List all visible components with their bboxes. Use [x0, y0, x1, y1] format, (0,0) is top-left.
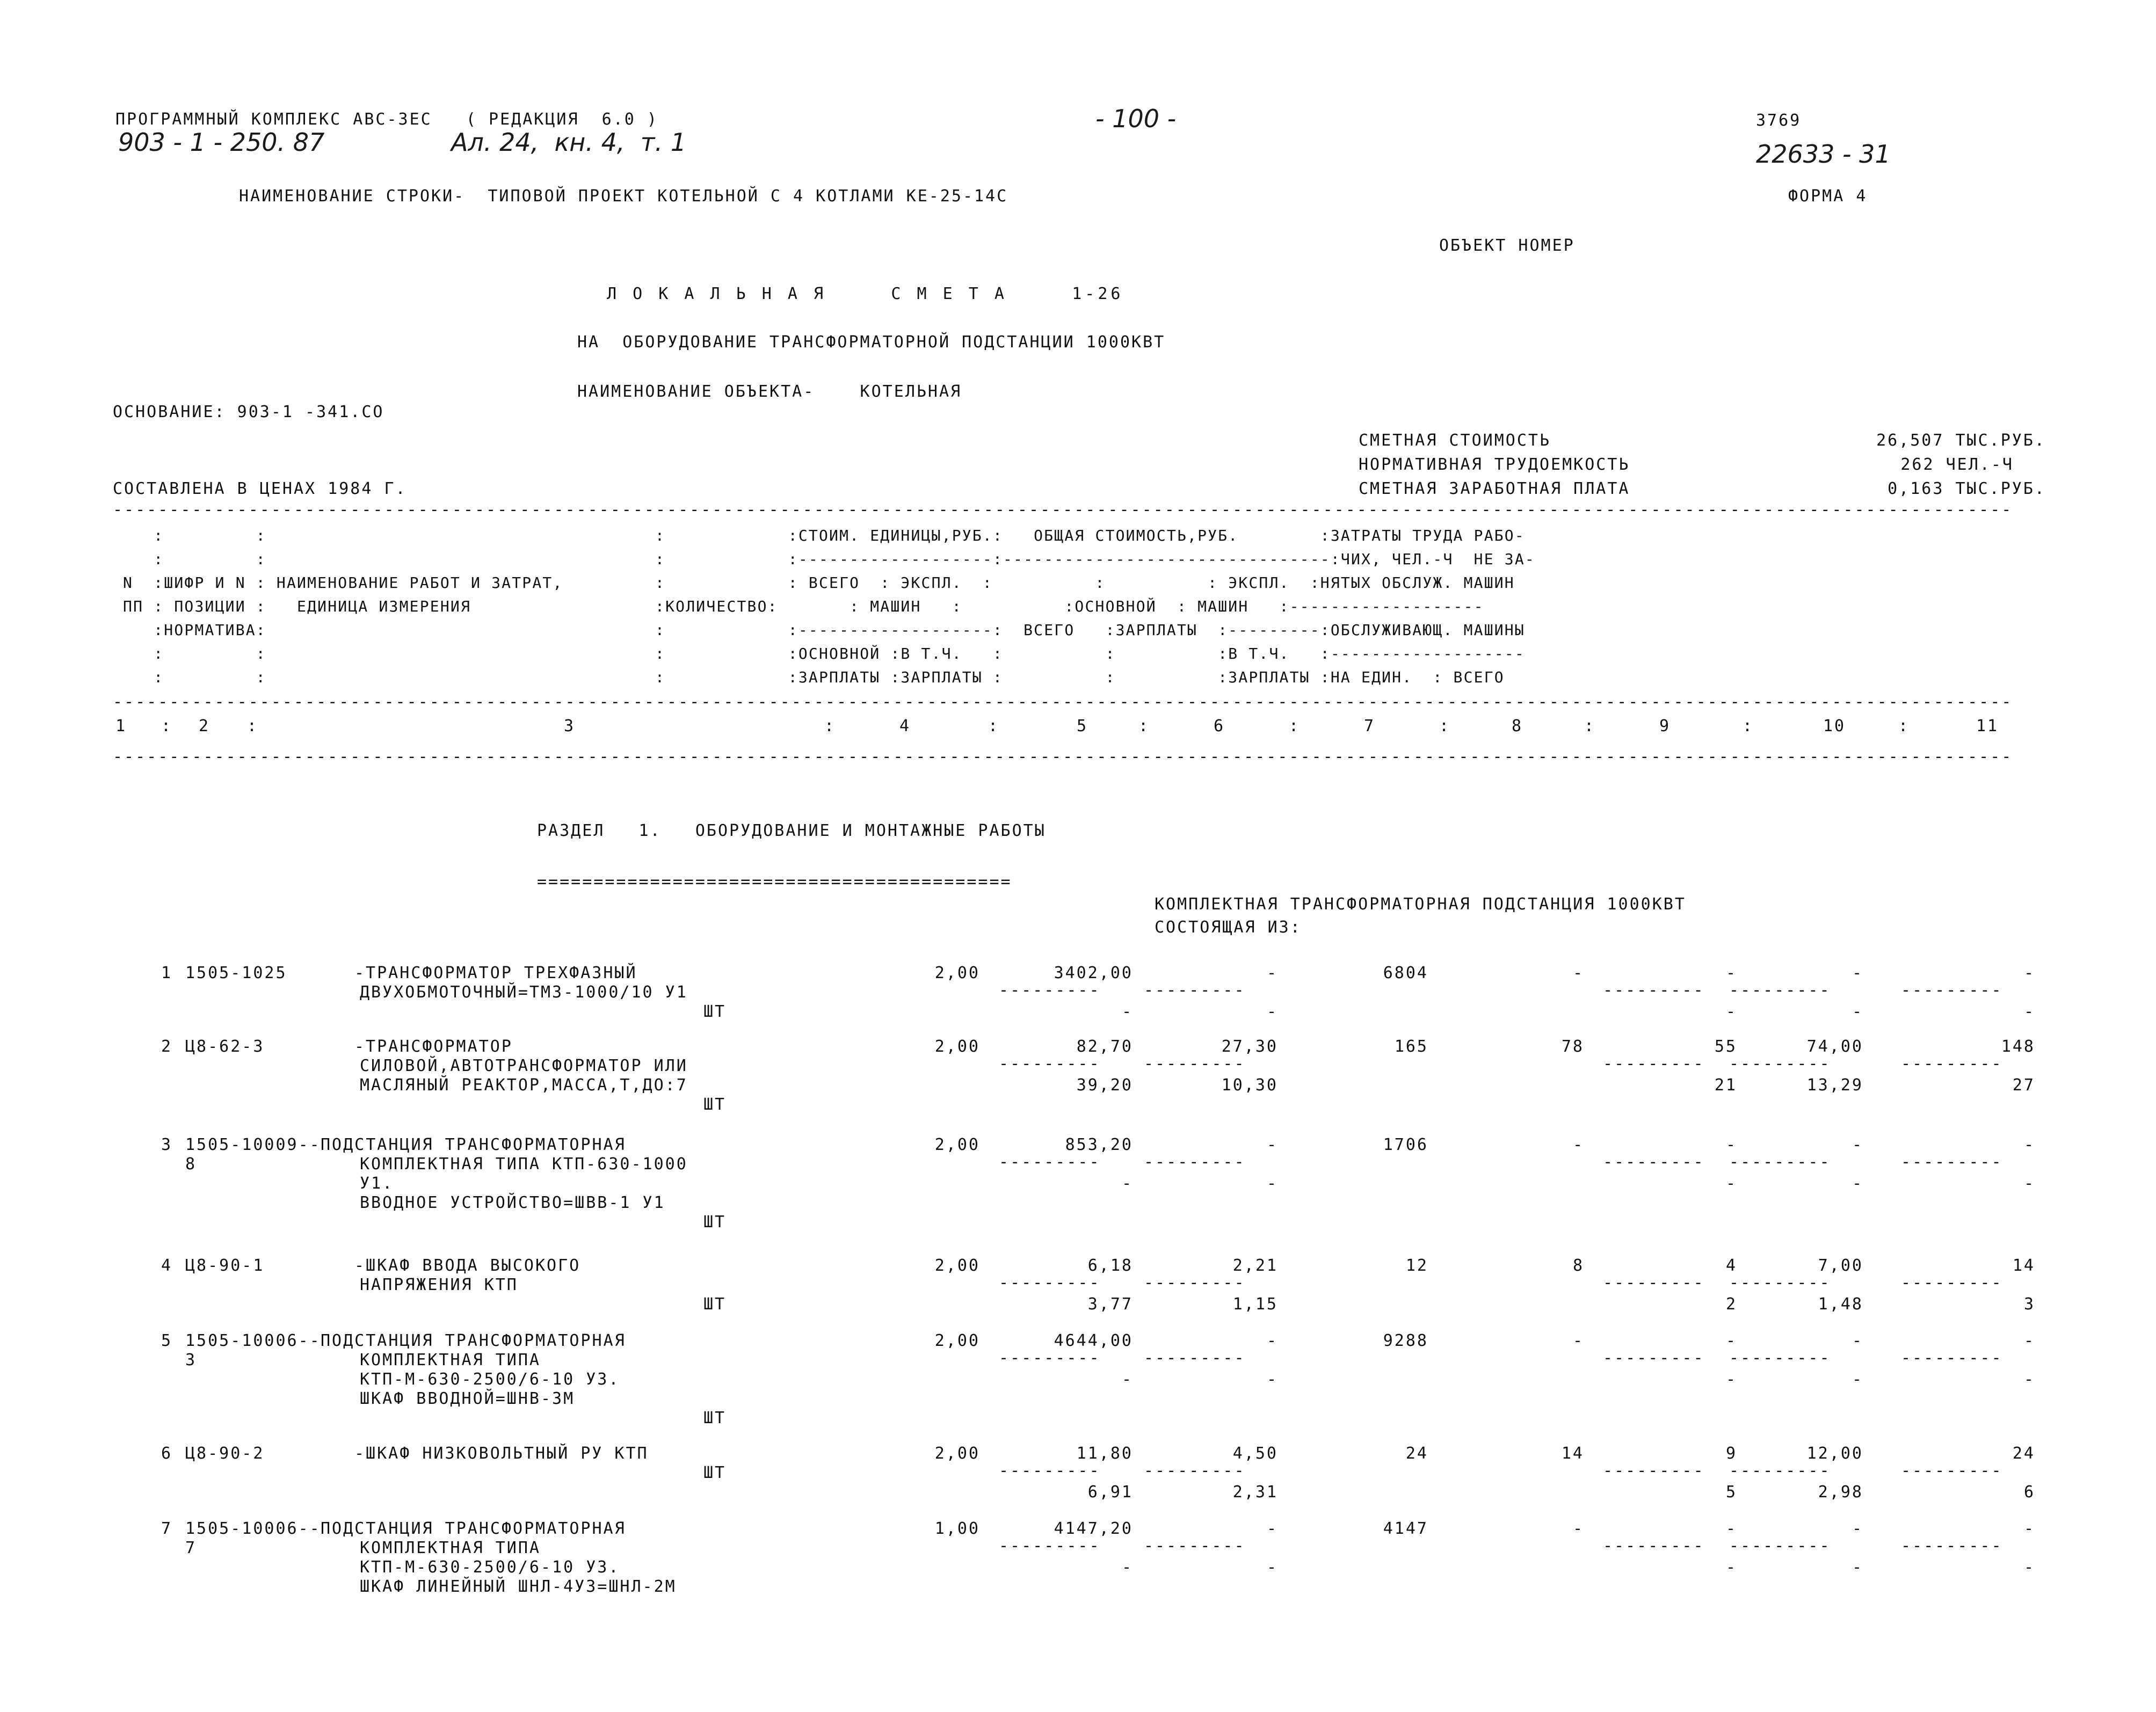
row-machine-wage: 2,31 — [1232, 1483, 1278, 1502]
row-unit: ШТ — [703, 1095, 727, 1114]
row-unit: ШТ — [703, 1295, 727, 1314]
divider: --------- — [1901, 1353, 2003, 1364]
row-name-line: КОМПЛЕКТНАЯ ТИПА — [360, 1351, 541, 1369]
row-name-line: ПОДСТАНЦИЯ ТРАНСФОРМАТОРНАЯ — [321, 1135, 626, 1154]
row-base-wage: 8 — [1572, 1256, 1584, 1275]
row-base-wage: - — [1572, 964, 1584, 982]
table-header-line: : : : :-------------------:--------------------------------:ЧИХ, ЧЕЛ.-Ч НЕ ЗА- — [113, 550, 1535, 568]
row-machine-total: 9 — [1725, 1444, 1737, 1463]
row-machine-total-wage: 2 — [1725, 1295, 1737, 1314]
object-number: ОБЪЕКТ НОМЕР — [1439, 236, 1575, 255]
divider: --------- — [999, 1278, 1101, 1288]
divider: --------- — [1144, 1541, 1246, 1551]
divider: --------- — [1729, 1541, 1831, 1551]
row-machine-total: - — [1725, 1519, 1737, 1538]
row-base-wage: - — [1572, 1135, 1584, 1154]
row-name-line: ШКАФ ЛИНЕЙНЫЙ ШНЛ-4У3=ШНЛ-2М — [360, 1577, 677, 1596]
summary-label: НОРМАТИВНАЯ ТРУДОЕМКОСТЬ — [1359, 455, 1630, 474]
row-code: Ц8-90-2 — [185, 1444, 265, 1463]
row-name-line: ВВОДНОЕ УСТРОЙСТВО=ШВВ-1 У1 — [360, 1193, 665, 1212]
row-labor-total: - — [2023, 1135, 2035, 1154]
divider: --------- — [1901, 985, 2003, 996]
divider: --------- — [999, 1541, 1101, 1551]
divider: --------- — [1603, 1541, 1705, 1551]
row-number: 2 — [161, 1037, 173, 1056]
divider: --------- — [1901, 1059, 2003, 1069]
row-unit-cost: 3402,00 — [1054, 964, 1133, 982]
row-total: 165 — [1394, 1037, 1428, 1056]
row-unit-wage: - — [1121, 1002, 1133, 1021]
row-labor-total-service: - — [2023, 1370, 2035, 1389]
row-name-line: КОМПЛЕКТНАЯ ТИПА — [360, 1539, 541, 1557]
column-number: 5 — [1077, 717, 1088, 735]
row-name-line: ПОДСТАНЦИЯ ТРАНСФОРМАТОРНАЯ — [321, 1331, 626, 1350]
row-name-line: ПОДСТАНЦИЯ ТРАНСФОРМАТОРНАЯ — [321, 1519, 626, 1538]
row-name-line: -ТРАНСФОРМАТОР ТРЕХФАЗНЫЙ — [354, 964, 637, 982]
row-machine-wage: - — [1266, 1174, 1278, 1193]
divider: ------------------------------------------------------------------------------------------------------------------------------------------------------------------------ — [113, 697, 2013, 708]
row-unit-cost: 11,80 — [1076, 1444, 1133, 1463]
row-unit-cost: 853,20 — [1065, 1135, 1133, 1154]
row-quantity: 2,00 — [934, 1331, 980, 1350]
table-header-line: : : : :ОСНОВНОЙ :В Т.Ч. : : :В Т.Ч. :------------------- — [113, 645, 1525, 662]
row-number: 3 — [161, 1135, 173, 1154]
divider: --------- — [999, 1059, 1101, 1069]
row-total: 12 — [1405, 1256, 1428, 1275]
row-labor-total-service: 27 — [2012, 1076, 2035, 1095]
page-subtitle: НА ОБОРУДОВАНИЕ ТРАНСФОРМАТОРНОЙ ПОДСТАНЦИИ 1000КВТ — [577, 333, 1166, 352]
column-number: 9 — [1659, 717, 1671, 735]
table-header-line: N :ШИФР И N : НАИМЕНОВАНИЕ РАБОТ И ЗАТРАТ, : : ВСЕГО : ЭКСПЛ. : : : ЭКСПЛ. :НЯТЫХ ОБСЛУЖ. МАШИН — [113, 574, 1515, 592]
summary-label: СМЕТНАЯ ЗАРАБОТНАЯ ПЛАТА — [1359, 479, 1630, 498]
row-labor-unit-service: 1,48 — [1818, 1295, 1863, 1314]
page-number: - 100 - — [1095, 104, 1177, 133]
column-number: 6 — [1214, 717, 1225, 735]
divider: --------- — [1901, 1157, 2003, 1168]
row-unit-wage: - — [1121, 1558, 1133, 1577]
handwritten-code: 903 - 1 - 250. 87 — [118, 128, 325, 157]
row-quantity: 2,00 — [934, 1444, 980, 1463]
row-machine-total-wage: 5 — [1725, 1483, 1737, 1502]
divider: --------- — [999, 1157, 1101, 1168]
row-labor-total: 24 — [2012, 1444, 2035, 1463]
divider: --------- — [999, 1466, 1101, 1476]
row-code: 1505-10006-- — [185, 1519, 321, 1538]
row-labor-total: - — [2023, 964, 2035, 982]
row-unit-wage: - — [1121, 1370, 1133, 1389]
row-machine-cost: - — [1266, 1331, 1278, 1350]
row-labor-total-service: - — [2023, 1174, 2035, 1193]
divider: --------- — [1603, 1059, 1705, 1069]
column-number: 7 — [1364, 717, 1376, 735]
row-labor-unit-service: 13,29 — [1806, 1076, 1863, 1095]
divider: --------- — [1901, 1278, 2003, 1288]
row-labor-unit: - — [1852, 1135, 1863, 1154]
row-machine-cost: - — [1266, 1519, 1278, 1538]
row-name-line: ШКАФ ВВОДНОЙ=ШНВ-3М — [360, 1389, 575, 1408]
row-labor-total: 14 — [2012, 1256, 2035, 1275]
row-machine-wage: 10,30 — [1221, 1076, 1278, 1095]
group-title: КОМПЛЕКТНАЯ ТРАНСФОРМАТОРНАЯ ПОДСТАНЦИЯ 1000КВТ — [1155, 895, 1686, 914]
divider: --------- — [1603, 1353, 1705, 1364]
handwritten-ref: Ал. 24, кн. 4, т. 1 — [451, 128, 687, 157]
row-quantity: 2,00 — [934, 1256, 980, 1275]
column-number: 10 — [1823, 717, 1846, 735]
row-code: 1505-1025 — [185, 964, 287, 982]
divider: --------- — [1603, 1157, 1705, 1168]
column-number: 2 — [199, 717, 210, 735]
summary-value: 26,507 ТЫС.РУБ. — [1876, 431, 2046, 450]
row-labor-total-service: - — [2023, 1002, 2035, 1021]
row-unit: ШТ — [703, 1213, 727, 1232]
divider: --------- — [1603, 985, 1705, 996]
row-code: 1505-10009-- — [185, 1135, 321, 1154]
row-quantity: 2,00 — [934, 1135, 980, 1154]
row-unit: ШТ — [703, 1463, 727, 1482]
row-machine-total: - — [1725, 1331, 1737, 1350]
row-name-line: НАПРЯЖЕНИЯ КТП — [360, 1276, 518, 1294]
row-unit-wage: 3,77 — [1087, 1295, 1133, 1314]
row-machine-wage: 1,15 — [1232, 1295, 1278, 1314]
divider: ------------------------------------------------------------------------------------------------------------------------------------------------------------------------ — [113, 505, 2013, 515]
divider: --------- — [1603, 1278, 1705, 1288]
divider: ------------------------------------------------------------------------------------------------------------------------------------------------------------------------ — [113, 752, 2013, 762]
row-unit: ШТ — [703, 1002, 727, 1021]
prices-year: СОСТАВЛЕНА В ЦЕНАХ 1984 Г. — [113, 479, 407, 498]
row-machine-cost: - — [1266, 964, 1278, 982]
row-labor-total-service: 3 — [2023, 1295, 2035, 1314]
summary-value: 262 ЧЕЛ.-Ч — [1900, 455, 2014, 474]
row-code: 1505-10006-- — [185, 1331, 321, 1350]
section-title: РАЗДЕЛ 1. ОБОРУДОВАНИЕ И МОНТАЖНЫЕ РАБОТЫ — [537, 821, 1046, 840]
row-number: 7 — [161, 1519, 173, 1538]
line-name: НАИМЕНОВАНИЕ СТРОКИ- ТИПОВОЙ ПРОЕКТ КОТЕЛЬНОЙ С 4 КОТЛАМИ КЕ-25-14С — [239, 187, 1008, 206]
column-number: 8 — [1512, 717, 1523, 735]
group-subtitle: СОСТОЯЩАЯ ИЗ: — [1155, 918, 1302, 937]
table-header-line: :НОРМАТИВА: : :-------------------: ВСЕГО :ЗАРПЛАТЫ :---------:ОБСЛУЖИВАЮЩ. МАШИНЫ — [113, 621, 1525, 639]
row-number: 1 — [161, 964, 173, 982]
row-base-wage: 14 — [1561, 1444, 1584, 1463]
row-code-suffix: 8 — [185, 1155, 197, 1174]
row-machine-total-wage: - — [1725, 1558, 1737, 1577]
table-header-line: : : : :ЗАРПЛАТЫ :ЗАРПЛАТЫ : : :ЗАРПЛАТЫ :НА ЕДИН. : ВСЕГО — [113, 668, 1505, 686]
row-name-line: КТП-М-630-2500/6-10 У3. — [360, 1558, 620, 1577]
row-code-suffix: 3 — [185, 1351, 197, 1369]
divider: --------- — [1729, 1353, 1831, 1364]
row-unit-cost: 6,18 — [1087, 1256, 1133, 1275]
row-machine-total: - — [1725, 964, 1737, 982]
row-labor-total: - — [2023, 1331, 2035, 1350]
column-number: 1 — [115, 717, 127, 735]
row-total: 9288 — [1383, 1331, 1428, 1350]
row-total: 24 — [1405, 1444, 1428, 1463]
row-machine-cost: 27,30 — [1221, 1037, 1278, 1056]
row-total: 6804 — [1383, 964, 1428, 982]
summary-label: СМЕТНАЯ СТОИМОСТЬ — [1359, 431, 1551, 450]
object-name: НАИМЕНОВАНИЕ ОБЪЕКТА- КОТЕЛЬНАЯ — [577, 382, 962, 401]
row-machine-total-wage: 21 — [1714, 1076, 1737, 1095]
row-number: 4 — [161, 1256, 173, 1275]
row-labor-unit: - — [1852, 1331, 1863, 1350]
row-name-line: -ШКАФ ВВОДА ВЫСОКОГО — [354, 1256, 581, 1275]
row-labor-unit: 7,00 — [1818, 1256, 1863, 1275]
divider: --------- — [1729, 1059, 1831, 1069]
row-machine-total-wage: - — [1725, 1002, 1737, 1021]
table-header-line: : : : :СТОИМ. ЕДИНИЦЫ,РУБ.: ОБЩАЯ СТОИМОСТЬ,РУБ. :ЗАТРАТЫ ТРУДА РАБО- — [113, 527, 1525, 544]
row-name-line: МАСЛЯНЫЙ РЕАКТОР,МАССА,Т,ДО:7 — [360, 1076, 688, 1095]
row-machine-total: - — [1725, 1135, 1737, 1154]
row-machine-total: 55 — [1714, 1037, 1737, 1056]
row-machine-cost: 2,21 — [1232, 1256, 1278, 1275]
row-base-wage: 78 — [1561, 1037, 1584, 1056]
divider: --------- — [1729, 985, 1831, 996]
row-machine-wage: - — [1266, 1558, 1278, 1577]
row-labor-total: 148 — [2001, 1037, 2035, 1056]
row-code-suffix: 7 — [185, 1539, 197, 1557]
section-rule: ========================================== — [537, 872, 1012, 891]
column-number: 11 — [1976, 717, 1999, 735]
divider: --------- — [1144, 1059, 1246, 1069]
row-code: Ц8-90-1 — [185, 1256, 265, 1275]
program-line: ПРОГРАММНЫЙ КОМПЛЕКС АВС-3ЕС ( РЕДАКЦИЯ 6.0 ) — [115, 110, 658, 129]
row-base-wage: - — [1572, 1519, 1584, 1538]
row-machine-wage: - — [1266, 1002, 1278, 1021]
row-labor-unit: - — [1852, 964, 1863, 982]
row-number: 6 — [161, 1444, 173, 1463]
row-name-line: -ТРАНСФОРМАТОР — [354, 1037, 513, 1056]
row-quantity: 2,00 — [934, 1037, 980, 1056]
row-quantity: 1,00 — [934, 1519, 980, 1538]
row-unit-cost: 4147,20 — [1054, 1519, 1133, 1538]
row-machine-wage: - — [1266, 1370, 1278, 1389]
row-base-wage: - — [1572, 1331, 1584, 1350]
row-name-line: ДВУХОБМОТОЧНЫЙ=ТМЗ-1000/10 У1 — [360, 983, 688, 1002]
row-machine-total-wage: - — [1725, 1174, 1737, 1193]
divider: --------- — [1729, 1466, 1831, 1476]
divider: --------- — [999, 1353, 1101, 1364]
row-total: 4147 — [1383, 1519, 1428, 1538]
divider: --------- — [1144, 1157, 1246, 1168]
row-machine-total-wage: - — [1725, 1370, 1737, 1389]
row-number: 5 — [161, 1331, 173, 1350]
divider: --------- — [1901, 1466, 2003, 1476]
divider: --------- — [999, 985, 1101, 996]
row-machine-cost: 4,50 — [1232, 1444, 1278, 1463]
row-code: Ц8-62-3 — [185, 1037, 265, 1056]
divider: --------- — [1144, 1466, 1246, 1476]
row-unit-wage: 6,91 — [1087, 1483, 1133, 1502]
page-title: Л О К А Л Ь Н А Я С М Е Т А 1-26 — [607, 285, 1124, 303]
divider: --------- — [1144, 985, 1246, 996]
basis: ОСНОВАНИЕ: 903-1 -341.СО — [113, 403, 384, 421]
row-unit-wage: - — [1121, 1174, 1133, 1193]
row-unit-cost: 82,70 — [1076, 1037, 1133, 1056]
row-labor-unit-service: - — [1852, 1174, 1863, 1193]
row-labor-total-service: 6 — [2023, 1483, 2035, 1502]
row-machine-total: 4 — [1725, 1256, 1737, 1275]
row-quantity: 2,00 — [934, 964, 980, 982]
row-labor-total-service: - — [2023, 1558, 2035, 1577]
divider: --------- — [1144, 1278, 1246, 1288]
row-labor-total: - — [2023, 1519, 2035, 1538]
row-name-line: -ШКАФ НИЗКОВОЛЬТНЫЙ РУ КТП — [354, 1444, 649, 1463]
column-number: 4 — [899, 717, 911, 735]
divider: --------- — [1603, 1466, 1705, 1476]
divider: --------- — [1729, 1157, 1831, 1168]
row-machine-cost: - — [1266, 1135, 1278, 1154]
row-name-line: КОМПЛЕКТНАЯ ТИПА КТП-630-1000 — [360, 1155, 688, 1174]
column-number: 3 — [564, 717, 576, 735]
row-unit-cost: 4644,00 — [1054, 1331, 1133, 1350]
row-labor-unit-service: 2,98 — [1818, 1483, 1863, 1502]
row-labor-unit: - — [1852, 1519, 1863, 1538]
row-total: 1706 — [1383, 1135, 1428, 1154]
divider: --------- — [1729, 1278, 1831, 1288]
row-labor-unit-service: - — [1852, 1558, 1863, 1577]
row-name-line: КТП-М-630-2500/6-10 У3. — [360, 1370, 620, 1389]
row-labor-unit: 12,00 — [1806, 1444, 1863, 1463]
handwritten-archive: 22633 - 31 — [1756, 140, 1891, 169]
row-name-line: У1. — [360, 1174, 394, 1193]
divider: --------- — [1144, 1353, 1246, 1364]
table-header-line: ПП : ПОЗИЦИИ : ЕДИНИЦА ИЗМЕРЕНИЯ :КОЛИЧЕСТВО: : МАШИН : :ОСНОВНОЙ : МАШИН :------------------- — [113, 598, 1484, 615]
row-name-line: СИЛОВОЙ,АВТОТРАНСФОРМАТОР ИЛИ — [360, 1057, 688, 1075]
row-labor-unit-service: - — [1852, 1002, 1863, 1021]
row-labor-unit-service: - — [1852, 1370, 1863, 1389]
doc-number: 3769 — [1756, 111, 1802, 130]
row-labor-unit: 74,00 — [1806, 1037, 1863, 1056]
summary-value: 0,163 ТЫС.РУБ. — [1888, 479, 2046, 498]
form-label: ФОРМА 4 — [1788, 187, 1868, 206]
divider: --------- — [1901, 1541, 2003, 1551]
row-unit: ШТ — [703, 1409, 727, 1427]
row-unit-wage: 39,20 — [1076, 1076, 1133, 1095]
